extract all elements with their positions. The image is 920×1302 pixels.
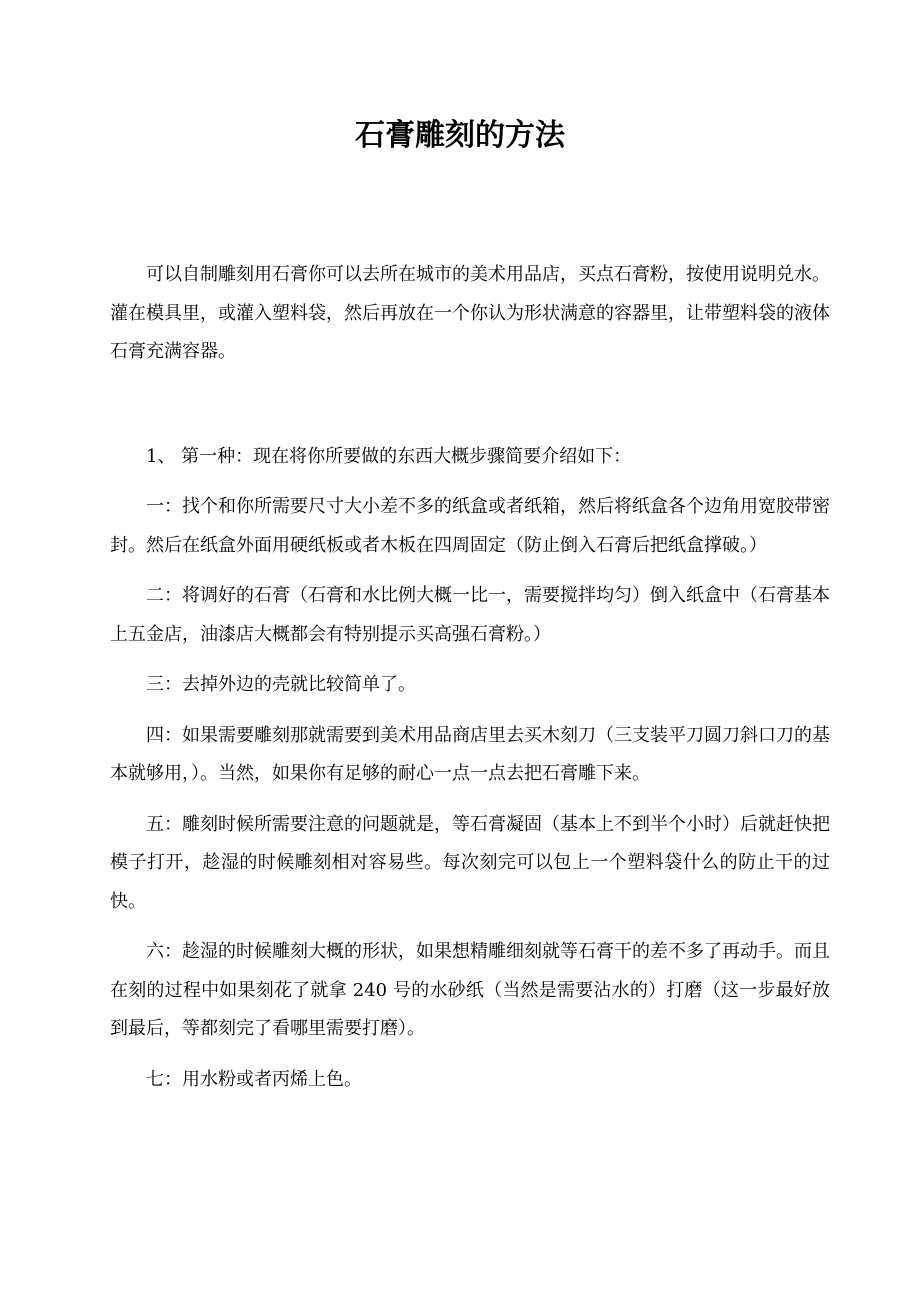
step-paragraph-4: 四：如果需要雕刻那就需要到美术用品商店里去买木刻刀（三支装平刀圆刀斜口刀的基本就够用，）。当然，如果你有足够的耐心一点一点去把石膏雕下来。 xyxy=(110,724,830,784)
step-paragraph-3: 三：去掉外边的壳就比较简单了。 xyxy=(146,674,416,695)
step-paragraph-6: 六：趁湿的时候雕刻大概的形状，如果想精雕细刻就等石膏干的差不多了再动手。而且在刻的过程中如果刻花了就拿 240 号的水砂纸（当然是需要沾水的）打磨（这一步最好放到最后，等都刻完了看哪里需要打磨）。 xyxy=(110,941,830,1039)
method-heading: 1、 第一种：现在将你所要做的东西大概步骤简要介绍如下： xyxy=(146,445,632,467)
step-paragraph-7: 七：用水粉或者丙烯上色。 xyxy=(146,1068,362,1090)
document-title: 石膏雕刻的方法 xyxy=(355,118,565,153)
intro-paragraph: 可以自制雕刻用石膏你可以去所在城市的美术用品店，买点石膏粉，按使用说明兑水。灌在模具里，或灌入塑料袋，然后再放在一个你认为形状满意的容器里，让带塑料袋的液体石膏充满容器。 xyxy=(110,264,830,362)
step-paragraph-2: 二：将调好的石膏（石膏和水比例大概一比一，需要搅拌均匀）倒入纸盒中（石膏基本上五金店，油漆店大概都会有特别提示买高强石膏粉。） xyxy=(110,585,830,645)
document-body xyxy=(110,256,830,1099)
step-paragraph-1: 一：找个和你所需要尺寸大小差不多的纸盒或者纸箱，然后将纸盒各个边角用宽胶带密封。然后在纸盒外面用硬纸板或者木板在四周固定（防止倒入石膏后把纸盒撑破。） xyxy=(110,496,830,556)
step-paragraph-5: 五：雕刻时候所需要注意的问题就是，等石膏凝固（基本上不到半个小时）后就赶快把模子打开，趁湿的时候雕刻相对容易些。每次刻完可以包上一个塑料袋什么的防止干的过快。 xyxy=(110,813,830,912)
